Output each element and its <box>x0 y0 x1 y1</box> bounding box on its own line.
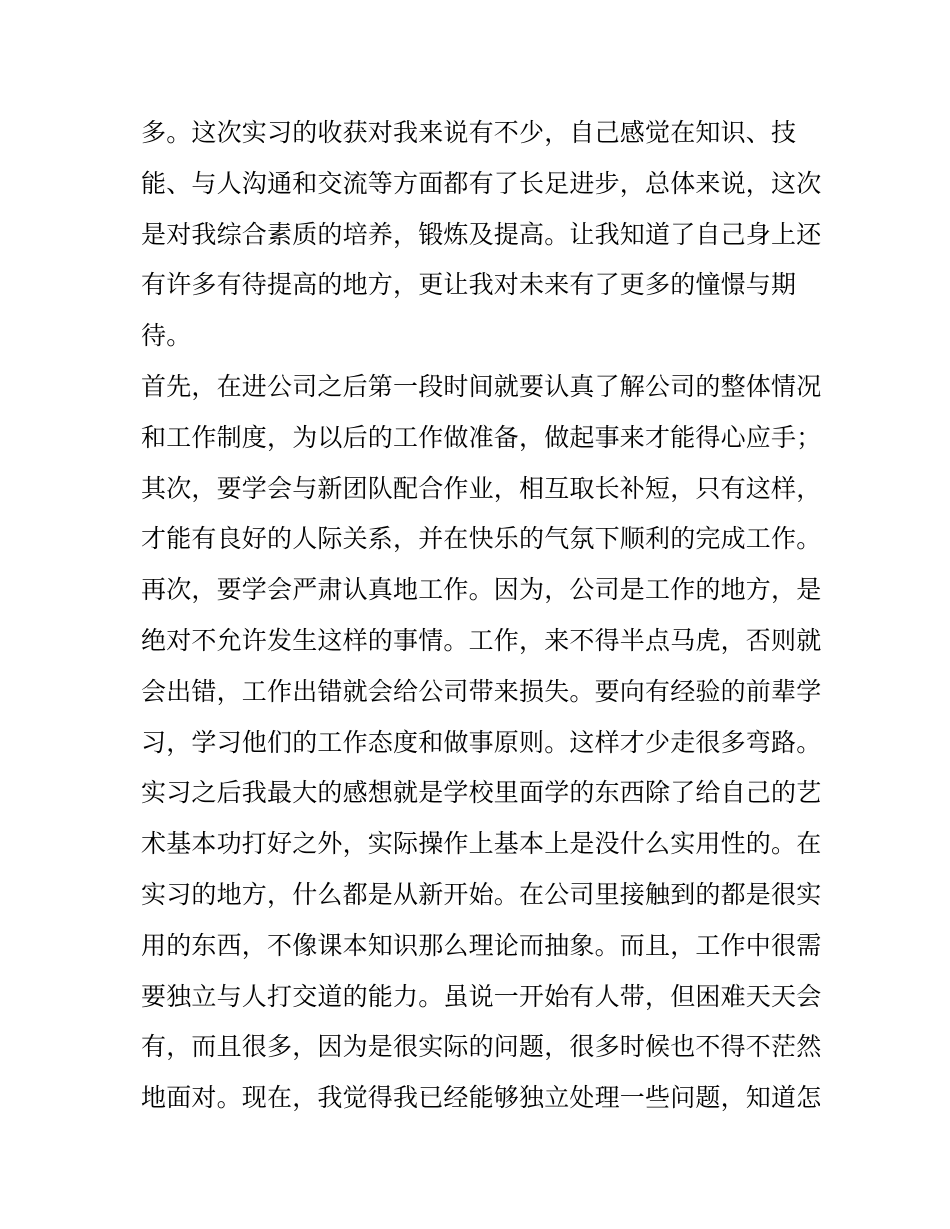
text-line: 其次，要学会与新团队配合作业，相互取长补短，只有这样， <box>141 473 822 503</box>
text-line: 首先，在进公司之后第一段时间就要认真了解公司的整体情况 <box>141 371 822 401</box>
text-line: 是对我综合素质的培养，锻炼及提高。让我知道了自己身上还 <box>141 219 822 249</box>
text-line: 有，而且很多，因为是很实际的问题，很多时候也不得不茫然 <box>141 1032 822 1062</box>
text-line: 用的东西，不像课本知识那么理论而抽象。而且，工作中很需 <box>141 930 822 960</box>
text-line: 能、与人沟通和交流等方面都有了长足进步，总体来说，这次 <box>141 168 822 198</box>
text-line: 要独立与人打交道的能力。虽说一开始有人带，但困难天天会 <box>141 981 822 1011</box>
text-line: 实习的地方，什么都是从新开始。在公司里接触到的都是很实 <box>141 879 822 909</box>
text-line: 绝对不允许发生这样的事情。工作，来不得半点马虎，否则就 <box>141 625 822 655</box>
text-line: 地面对。现在，我觉得我已经能够独立处理一些问题，知道怎 <box>141 1083 822 1113</box>
body-text <box>141 108 821 1124</box>
text-line: 会出错，工作出错就会给公司带来损失。要向有经验的前辈学 <box>141 676 822 706</box>
text-line: 有许多有待提高的地方，更让我对未来有了更多的憧憬与期 <box>141 270 797 300</box>
text-line: 才能有良好的人际关系，并在快乐的气氛下顺利的完成工作。 <box>141 524 822 554</box>
text-line: 和工作制度，为以后的工作做准备，做起事来才能得心应手； <box>141 422 822 452</box>
text-line: 多。这次实习的收获对我来说有不少，自己感觉在知识、技 <box>141 118 797 147</box>
text-line: 待。 <box>141 321 192 351</box>
text-line: 习，学习他们的工作态度和做事原则。这样才少走很多弯路。 <box>141 727 822 757</box>
text-line: 再次，要学会严肃认真地工作。因为，公司是工作的地方，是 <box>141 575 822 605</box>
text-line: 术基本功打好之外，实际操作上基本上是没什么实用性的。在 <box>141 829 822 859</box>
text-line: 实习之后我最大的感想就是学校里面学的东西除了给自己的艺 <box>141 778 822 808</box>
